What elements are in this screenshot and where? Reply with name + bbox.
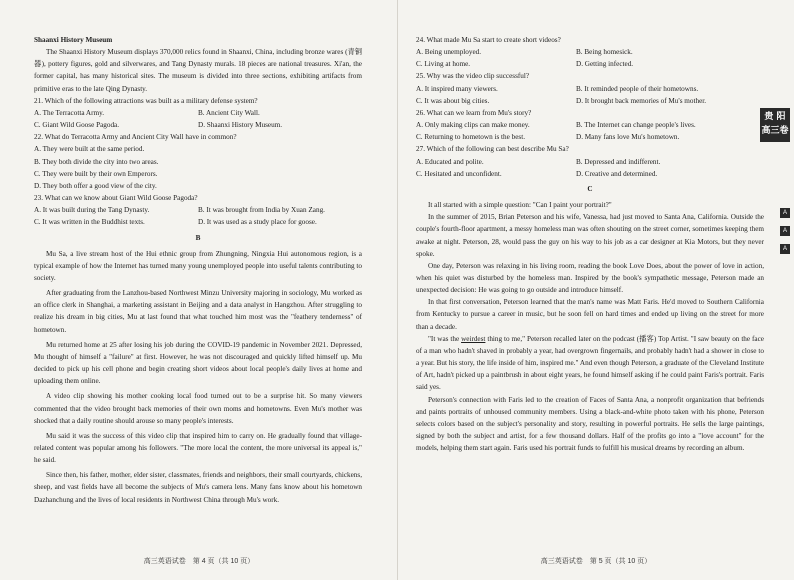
question-23 <box>34 192 362 228</box>
option-c: C. Giant Wild Goose Pagoda. <box>34 121 120 130</box>
option-a: A. Educated and polite. <box>416 157 484 166</box>
right-page <box>398 0 794 580</box>
question-24 <box>416 34 764 70</box>
passage-c-paragraph: In the summer of 2015, Brian Peterson and his wife, Vanessa, had just moved to Santa Ana, California. Outside the couple's fourth-floor apartment, a messy homeless man was often shouting on the street corner, sometimes keeping them awake at night. Peterson, 28, would pass the guy on his way to his job as a car designer at Kia Motors, but they never spoke. <box>416 213 764 258</box>
option-d: D. Creative and determined. <box>576 169 658 178</box>
section-b-heading: B <box>195 233 201 242</box>
option-b: B. It reminded people of their hometowns. <box>576 84 699 93</box>
option-d: D. Many fans love Mu's hometown. <box>576 133 680 142</box>
option-a: A. They were built at the same period. <box>34 145 145 154</box>
section-c-heading: C <box>587 184 593 193</box>
question-stem: 26. What can we learn from Mu's story? <box>416 108 532 117</box>
text-run: thing to me," Peterson recalled later on the podcast (播客) Top Artist. "I saw beauty on the face of a man who hadn't shaved in probably a year, had overgrown fingernails, and probably hadn't had a shower in close to a year. But his story, the life inside of him, inspired me." And even though Peterson, a graduate of the Cleveland Institute of Art, hadn't picked up a paintbrush in about eight years, he found himself asking if he could paint Faris's portrait. Faris said yes. <box>416 334 764 392</box>
option-a: A. Only making clips can make money. <box>416 121 530 130</box>
intro-paragraph: The Shaanxi History Museum displays 370,000 relics found in Shaanxi, China, including bronze wares (青铜器), pottery figures, gold and silverwares, and Tang Dynasty murals. 18 pieces are national treasures. Xi'an, the former capital, has many historical sites. The museum is divided into three sections, exhibiting artifacts from primitive eras to the late Qing Dynasty. <box>34 48 362 93</box>
question-27 <box>416 143 764 179</box>
passage-b-paragraph: Since then, his father, mother, elder sister, classmates, friends and neighbors, their small courtyards, chickens, sheep, and vast fields have all become the subjects of Mu's camera lens. Many fans know about his hometown Dazhanchung and the lives of local residents in Northwest China through Mu's work. <box>34 471 362 504</box>
passage-c-paragraph <box>416 333 764 394</box>
option-d: D. Shaanxi History Museum. <box>198 121 283 130</box>
right-column <box>416 34 764 454</box>
passage-b-paragraph: Mu returned home at 25 after losing his job during the COVID-19 pandemic in November 2021. Depressed, Mu thought of himself a "failure" at first. However, he was not discouraged and quickly lifted himself up. Mu decided to pick up his cell phone and begin creating short videos about local people's daily lives at home and uploading them online. <box>34 340 362 386</box>
option-a: A. Being unemployed. <box>416 48 482 57</box>
question-stem: 27. Which of the following can best describe Mu Sa? <box>416 145 569 154</box>
option-b: B. The Internet can change people's lives. <box>576 121 696 130</box>
option-b: B. Being homesick. <box>576 48 633 57</box>
region-tag <box>760 108 790 142</box>
option-a: A. It inspired many viewers. <box>416 84 498 93</box>
question-21 <box>34 95 362 131</box>
option-d: D. They both offer a good view of the city. <box>34 181 157 190</box>
option-c: C. Returning to hometown is the best. <box>416 133 526 142</box>
question-stem: 23. What can we know about Giant Wild Goose Pagoda? <box>34 194 198 203</box>
question-stem: 21. Which of the following attractions was built as a military defense system? <box>34 96 258 105</box>
margin-mark: A <box>780 208 790 218</box>
option-c: C. It was written in the Buddhist texts. <box>34 218 145 227</box>
question-25 <box>416 70 764 106</box>
option-b: B. Ancient City Wall. <box>198 108 260 117</box>
option-c: C. Living at home. <box>416 60 471 69</box>
text-run: "It was the <box>428 334 462 343</box>
option-b: B. Depressed and indifferent. <box>576 157 661 166</box>
option-d: D. It brought back memories of Mu's mother. <box>576 96 707 105</box>
passage-b-paragraph: After graduating from the Lanzhou-based Northwest Minzu University majoring in sociology, Mu worked as an office clerk in Shanghai, a marketing assistant in Beijing and a data analyst in Hangzhou. After struggling to realize his dream in big cities, Mu at last found that what touched him most was the "feathery tenderness" of hometown. <box>34 289 362 334</box>
region-tag-line: 贵 阳 <box>764 112 786 122</box>
option-d: D. It was used as a study place for goose. <box>198 218 317 227</box>
option-a: A. The Terracotta Army. <box>34 108 105 117</box>
option-c: C. Hesitated and unconfident. <box>416 169 502 178</box>
page-footer: 高三英语试卷 第 5 页（共 10 页） <box>540 558 652 565</box>
question-26 <box>416 107 764 143</box>
option-c: C. They were built by their own Emperors. <box>34 169 158 178</box>
passage-c-paragraph: It all started with a simple question: "Can I paint your portrait?" <box>428 201 612 210</box>
option-d: D. Getting infected. <box>576 60 634 69</box>
question-stem: 24. What made Mu Sa start to create short videos? <box>416 36 561 44</box>
section-title: Shaanxi History Museum <box>34 36 113 44</box>
passage-b-paragraph: Mu Sa, a live stream host of the Hui ethnic group from Zhungning, Ningxia Hui autonomous region, is a typical example of how the Internet has turned many young unemployed people into useful talents contributing to society. <box>34 249 362 282</box>
option-a: A. It was built during the Tang Dynasty. <box>34 206 150 215</box>
passage-c-paragraph: In that first conversation, Peterson learned that the man's name was Matt Faris. He'd moved to Southern California from Kentucky to pursue a career in music, but he soon fell on hard times and ended up living on the street for more than a decade. <box>416 298 764 331</box>
question-stem: 25. Why was the video clip successful? <box>416 72 530 81</box>
option-c: C. It was about big cities. <box>416 96 490 105</box>
region-tag-line: 高三卷 <box>761 126 789 136</box>
margin-mark: A <box>780 244 790 254</box>
margin-mark: A <box>780 226 790 236</box>
passage-b-paragraph: A video clip showing his mother cooking local food turned out to be a surprise hit. So many viewers commented that the video brought back memories of their own moms and hometowns. Even Mu's mother was shocked that a daily routine should arouse so many people's interests. <box>34 392 362 425</box>
page-footer: 高三英语试卷 第 4 页（共 10 页） <box>143 558 255 565</box>
left-column <box>34 34 362 506</box>
passage-b-paragraph: Mu said it was the success of this video clip that inspired him to carry on. He gradually found that village-related content was popular among his followers. "The more local the content, the more universal its appeal is," he said. <box>34 431 362 465</box>
passage-c-paragraph: One day, Peterson was relaxing in his living room, reading the book Love Does, about the power of love in action, when his quiet was disturbed by the homeless man. Inspired by the book's sympathetic message, Peterson made an unexpected decision: He was going to go outside and introduce himself. <box>416 261 764 295</box>
option-b: B. It was brought from India by Xuan Zang. <box>198 206 325 215</box>
passage-c-paragraph: Peterson's connection with Faris led to the creation of Faces of Santa Ana, a nonprofit organization that befriends and paints portraits of unhoused community members. Using a black-and-white photo taken with his phone, Peterson selects colors based on the subject's personality and story, resulting in powerful portraits. He sells the large paintings, signed by both the subject and artist, for a few thousand dollars. Half of the profits go into a "love account" for the models, helping them start again. Faris used his portrait funds to fulfill his musical dreams by recording an album. <box>416 395 764 453</box>
question-stem: 22. What do Terracotta Army and Ancient City Wall have in common? <box>34 133 237 142</box>
option-b: B. They both divide the city into two areas. <box>34 157 159 166</box>
underlined-word: weirdest <box>461 334 486 343</box>
question-22 <box>34 131 362 192</box>
